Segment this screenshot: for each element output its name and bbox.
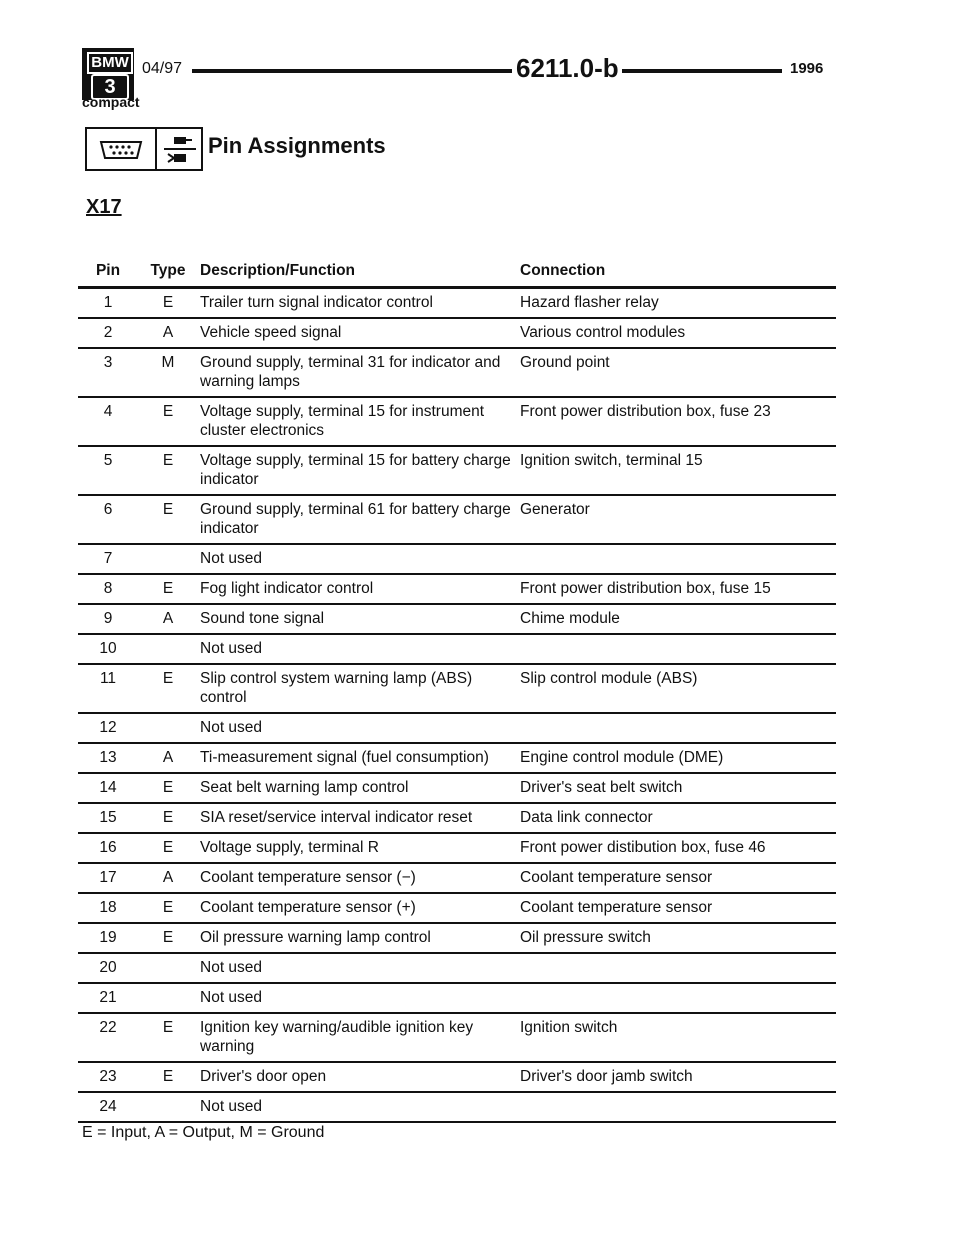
table-row: [78, 773, 836, 803]
type-cell: [138, 1092, 198, 1122]
connector-id: X17: [86, 196, 122, 218]
pin-cell: 22: [78, 1013, 138, 1062]
type-cell: [138, 713, 198, 743]
description-cell: Slip control system warning lamp (ABS) control: [198, 664, 520, 713]
bmw-3-series-logo: [82, 48, 134, 100]
type-cell: A: [138, 318, 198, 348]
connection-cell: Ignition switch, terminal 15: [520, 446, 836, 495]
connection-cell: [520, 713, 836, 743]
table-row: [78, 953, 836, 983]
type-cell: E: [138, 923, 198, 953]
document-number: 6211.0-b: [516, 53, 619, 83]
connection-cell: Coolant temperature sensor: [520, 863, 836, 893]
connector-plug-icon: [99, 139, 143, 161]
description-cell: Not used: [198, 634, 520, 664]
table-row: [78, 446, 836, 495]
table-row: [78, 318, 836, 348]
connection-cell: Driver's seat belt switch: [520, 773, 836, 803]
table-row: [78, 397, 836, 446]
table-row: [78, 743, 836, 773]
description-cell: Not used: [198, 1092, 520, 1122]
type-cell: [138, 953, 198, 983]
type-cell: E: [138, 1062, 198, 1092]
table-body: [78, 288, 836, 1123]
description-cell: Voltage supply, terminal 15 for instrument cluster electronics: [198, 397, 520, 446]
model-label: compact: [82, 94, 140, 110]
table-row: [78, 923, 836, 953]
pin-cell: 5: [78, 446, 138, 495]
description-cell: Not used: [198, 713, 520, 743]
connection-cell: [520, 1092, 836, 1122]
description-cell: Vehicle speed signal: [198, 318, 520, 348]
description-cell: Ignition key warning/audible ignition key warning: [198, 1013, 520, 1062]
table-row: [78, 348, 836, 397]
page-title: Pin Assignments: [208, 133, 386, 158]
connection-cell: Engine control module (DME): [520, 743, 836, 773]
table-row: [78, 634, 836, 664]
type-cell: E: [138, 1013, 198, 1062]
connection-cell: Ground point: [520, 348, 836, 397]
issue-date: 04/97: [142, 60, 183, 77]
type-cell: A: [138, 604, 198, 634]
type-legend: E = Input, A = Output, M = Ground: [82, 1124, 325, 1141]
type-cell: E: [138, 773, 198, 803]
connection-cell: [520, 983, 836, 1013]
pin-cell: 8: [78, 574, 138, 604]
pin-cell: 23: [78, 1062, 138, 1092]
type-cell: [138, 634, 198, 664]
table-row: [78, 1092, 836, 1122]
pin-cell: 19: [78, 923, 138, 953]
pin-cell: 18: [78, 893, 138, 923]
connection-cell: Generator: [520, 495, 836, 544]
connection-cell: Hazard flasher relay: [520, 288, 836, 319]
table-row: [78, 803, 836, 833]
pin-cell: 14: [78, 773, 138, 803]
type-cell: E: [138, 803, 198, 833]
pin-cell: 2: [78, 318, 138, 348]
table-row: [78, 544, 836, 574]
connection-cell: Front power distibution box, fuse 46: [520, 833, 836, 863]
description-cell: Driver's door open: [198, 1062, 520, 1092]
pin-cell: 16: [78, 833, 138, 863]
description-cell: Trailer turn signal indicator control: [198, 288, 520, 319]
description-cell: Voltage supply, terminal 15 for battery charge indicator: [198, 446, 520, 495]
connection-cell: Driver's door jamb switch: [520, 1062, 836, 1092]
type-cell: E: [138, 833, 198, 863]
connection-cell: [520, 544, 836, 574]
type-cell: [138, 544, 198, 574]
table-row: [78, 574, 836, 604]
description-cell: Ground supply, terminal 61 for battery charge indicator: [198, 495, 520, 544]
description-cell: Coolant temperature sensor (+): [198, 893, 520, 923]
table-row: [78, 1013, 836, 1062]
connection-cell: Front power distribution box, fuse 23: [520, 397, 836, 446]
type-cell: E: [138, 495, 198, 544]
pin-cell: 21: [78, 983, 138, 1013]
pin-cell: 20: [78, 953, 138, 983]
type-cell: E: [138, 574, 198, 604]
connection-cell: Oil pressure switch: [520, 923, 836, 953]
table-row: [78, 604, 836, 634]
pin-cell: 12: [78, 713, 138, 743]
logo-brand: BMW: [87, 52, 133, 74]
description-cell: Not used: [198, 544, 520, 574]
connection-cell: Various control modules: [520, 318, 836, 348]
pin-cell: 6: [78, 495, 138, 544]
column-header-description: Description/Function: [198, 258, 520, 288]
header-rule-right: [622, 69, 782, 73]
description-cell: Not used: [198, 983, 520, 1013]
pin-cell: 7: [78, 544, 138, 574]
pin-assignment-table: [78, 258, 836, 1123]
description-cell: SIA reset/service interval indicator reset: [198, 803, 520, 833]
connection-cell: Ignition switch: [520, 1013, 836, 1062]
pin-cell: 11: [78, 664, 138, 713]
logo-series: 3: [91, 74, 129, 100]
description-cell: Seat belt warning lamp control: [198, 773, 520, 803]
type-cell: E: [138, 446, 198, 495]
description-cell: Voltage supply, terminal R: [198, 833, 520, 863]
pin-cell: 3: [78, 348, 138, 397]
pin-cell: 10: [78, 634, 138, 664]
table-row: [78, 983, 836, 1013]
pin-cell: 15: [78, 803, 138, 833]
table-row: [78, 833, 836, 863]
pin-cell: 1: [78, 288, 138, 319]
table-row: [78, 713, 836, 743]
table-row: [78, 1062, 836, 1092]
table-row: [78, 863, 836, 893]
section-icon-box: [85, 127, 203, 171]
pin-cell: 17: [78, 863, 138, 893]
pin-cell: 24: [78, 1092, 138, 1122]
icon-divider: [155, 129, 157, 169]
description-cell: Ti-measurement signal (fuel consumption): [198, 743, 520, 773]
table-row: [78, 288, 836, 319]
type-cell: A: [138, 743, 198, 773]
description-cell: Fog light indicator control: [198, 574, 520, 604]
description-cell: Coolant temperature sensor (−): [198, 863, 520, 893]
connection-cell: Data link connector: [520, 803, 836, 833]
table-row: [78, 893, 836, 923]
header-rule-left: [192, 69, 512, 73]
type-cell: M: [138, 348, 198, 397]
pin-assignment-icon: [163, 135, 197, 165]
description-cell: Oil pressure warning lamp control: [198, 923, 520, 953]
connection-cell: Front power distribution box, fuse 15: [520, 574, 836, 604]
type-cell: E: [138, 664, 198, 713]
column-header-type: Type: [138, 258, 198, 288]
description-cell: Ground supply, terminal 31 for indicator and warning lamps: [198, 348, 520, 397]
model-year: 1996: [790, 60, 824, 77]
pin-cell: 9: [78, 604, 138, 634]
type-cell: E: [138, 288, 198, 319]
description-cell: Not used: [198, 953, 520, 983]
page-header: [82, 40, 842, 110]
connection-cell: Slip control module (ABS): [520, 664, 836, 713]
column-header-connection: Connection: [520, 258, 836, 288]
pin-cell: 4: [78, 397, 138, 446]
type-cell: E: [138, 397, 198, 446]
type-cell: E: [138, 893, 198, 923]
type-cell: [138, 983, 198, 1013]
connection-cell: [520, 634, 836, 664]
description-cell: Sound tone signal: [198, 604, 520, 634]
type-cell: A: [138, 863, 198, 893]
pin-cell: 13: [78, 743, 138, 773]
column-header-pin: Pin: [78, 258, 138, 288]
connection-cell: Chime module: [520, 604, 836, 634]
connection-cell: [520, 953, 836, 983]
table-header-row: [78, 258, 836, 288]
connection-cell: Coolant temperature sensor: [520, 893, 836, 923]
table-row: [78, 495, 836, 544]
table-row: [78, 664, 836, 713]
